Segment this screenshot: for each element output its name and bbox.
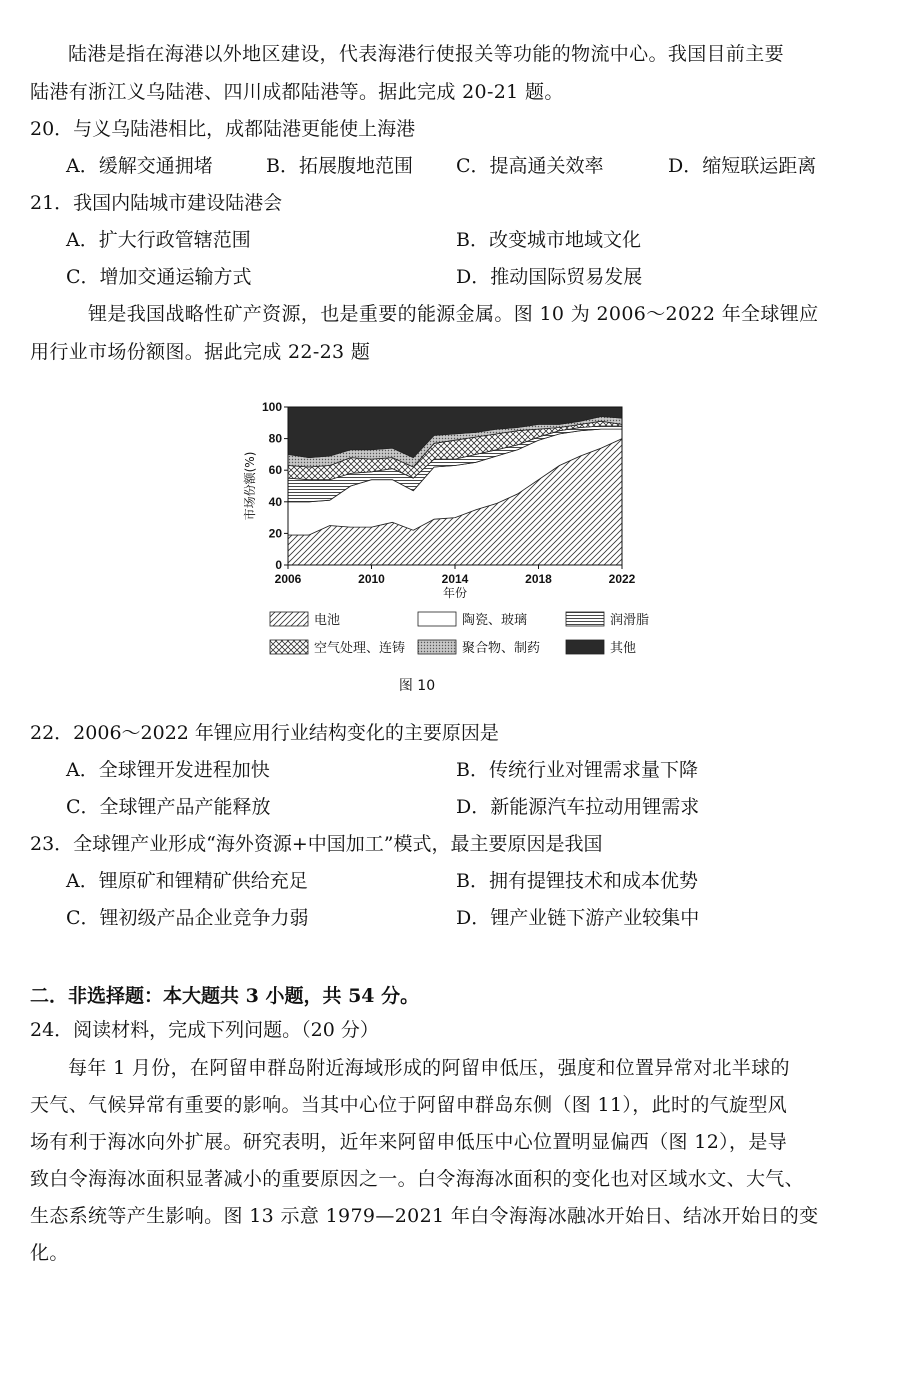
q21-option-b[interactable]: B．改变城市地域文化 xyxy=(456,229,641,251)
legend-swatch-5 xyxy=(566,640,604,654)
q21-stem: 21．我国内陆城市建设陆港会 xyxy=(30,192,283,214)
legend-swatch-1 xyxy=(418,612,456,626)
intro2-line1: 锂是我国战略性矿产资源，也是重要的能源金属。图 10 为 2006～2022 年全球锂应 xyxy=(88,303,819,325)
q20-option-d[interactable]: D．缩短联运距离 xyxy=(668,155,817,177)
x-tick-label: 2022 xyxy=(608,572,636,586)
legend-label-5: 其他 xyxy=(610,641,637,656)
q22-stem: 22．2006～2022 年锂应用行业结构变化的主要原因是 xyxy=(30,722,499,744)
q20-stem: 20．与义乌陆港相比，成都陆港更能使上海港 xyxy=(30,118,416,140)
y-tick-label: 60 xyxy=(268,463,282,478)
q24-para-line2: 天气、气候异常有重要的影响。当其中心位于阿留申群岛东侧（图 11），此时的气旋型风 xyxy=(30,1094,788,1116)
chart-caption: 图 10 xyxy=(398,678,436,694)
y-axis-label: 市场份额(%) xyxy=(243,451,257,521)
q21-option-c[interactable]: C．增加交通运输方式 xyxy=(66,266,252,288)
q24-para-line1: 每年 1 月份，在阿留申群岛附近海域形成的阿留申低压，强度和位置异常对北半球的 xyxy=(68,1057,790,1079)
q23-option-c[interactable]: C．锂初级产品企业竞争力弱 xyxy=(66,907,309,929)
legend-swatch-4 xyxy=(418,640,456,654)
x-tick-label: 2014 xyxy=(441,572,469,586)
y-tick-label: 80 xyxy=(268,431,282,446)
legend-label-3: 空气处理、连铸 xyxy=(314,641,406,656)
intro1-line2: 陆港有浙江义乌陆港、四川成都陆港等。据此完成 20-21 题。 xyxy=(30,81,564,103)
y-tick-label: 40 xyxy=(268,494,282,509)
x-tick-label: 2018 xyxy=(525,572,552,586)
q22-option-a[interactable]: A．全球锂开发进程加快 xyxy=(66,759,270,781)
legend-label-4: 聚合物、制药 xyxy=(462,641,541,656)
q20-option-a[interactable]: A．缓解交通拥堵 xyxy=(66,155,213,177)
q24-para-line4: 致白令海海冰面积显著减小的重要原因之一。白令海海冰面积的变化也对区域水文、大气、 xyxy=(30,1168,805,1190)
legend-label-0: 电池 xyxy=(314,613,341,628)
y-tick-label: 0 xyxy=(275,558,282,572)
intro2-line2: 用行业市场份额图。据此完成 22-23 题 xyxy=(30,341,371,363)
y-tick-label: 100 xyxy=(261,400,282,414)
legend-swatch-0 xyxy=(270,612,308,626)
q22-option-b[interactable]: B．传统行业对锂需求量下降 xyxy=(456,759,698,781)
section2-heading: 二．非选择题：本大题共 3 小题，共 54 分。 xyxy=(30,985,420,1007)
q23-option-d[interactable]: D．锂产业链下游产业较集中 xyxy=(456,907,700,929)
q20-option-b[interactable]: B．拓展腹地范围 xyxy=(266,155,413,177)
q24-para-line6: 化。 xyxy=(30,1242,69,1264)
q22-option-d[interactable]: D．新能源汽车拉动用锂需求 xyxy=(456,796,700,818)
q23-option-b[interactable]: B．拥有提锂技术和成本优势 xyxy=(456,870,698,892)
q24-stem: 24．阅读材料，完成下列问题。（20 分） xyxy=(30,1019,379,1041)
q21-option-a[interactable]: A．扩大行政管辖范围 xyxy=(66,229,251,251)
q21-option-d[interactable]: D．推动国际贸易发展 xyxy=(456,266,643,288)
lithium-market-share-chart xyxy=(240,395,660,695)
x-tick-label: 2006 xyxy=(274,572,302,586)
legend-swatch-2 xyxy=(566,612,604,626)
y-tick-label: 20 xyxy=(268,526,282,541)
x-axis-label: 年份 xyxy=(442,586,468,600)
q20-option-c[interactable]: C．提高通关效率 xyxy=(456,155,604,177)
q23-option-a[interactable]: A．锂原矿和锂精矿供给充足 xyxy=(66,870,308,892)
intro1-line1: 陆港是指在海港以外地区建设，代表海港行使报关等功能的物流中心。我国目前主要 xyxy=(68,43,784,65)
legend-label-1: 陶瓷、玻璃 xyxy=(462,613,528,628)
legend-swatch-3 xyxy=(270,640,308,654)
q24-para-line3: 场有利于海冰向外扩展。研究表明，近年来阿留申低压中心位置明显偏西（图 12），是导 xyxy=(30,1131,788,1153)
q23-stem: 23．全球锂产业形成“海外资源+中国加工”模式，最主要原因是我国 xyxy=(30,833,603,855)
q22-option-c[interactable]: C．全球锂产品产能释放 xyxy=(66,796,271,818)
legend-label-2: 润滑脂 xyxy=(610,613,650,628)
x-tick-label: 2010 xyxy=(358,572,385,586)
q24-para-line5: 生态系统等产生影响。图 13 示意 1979—2021 年白令海海冰融冰开始日、结冰开始日的变 xyxy=(30,1205,819,1227)
